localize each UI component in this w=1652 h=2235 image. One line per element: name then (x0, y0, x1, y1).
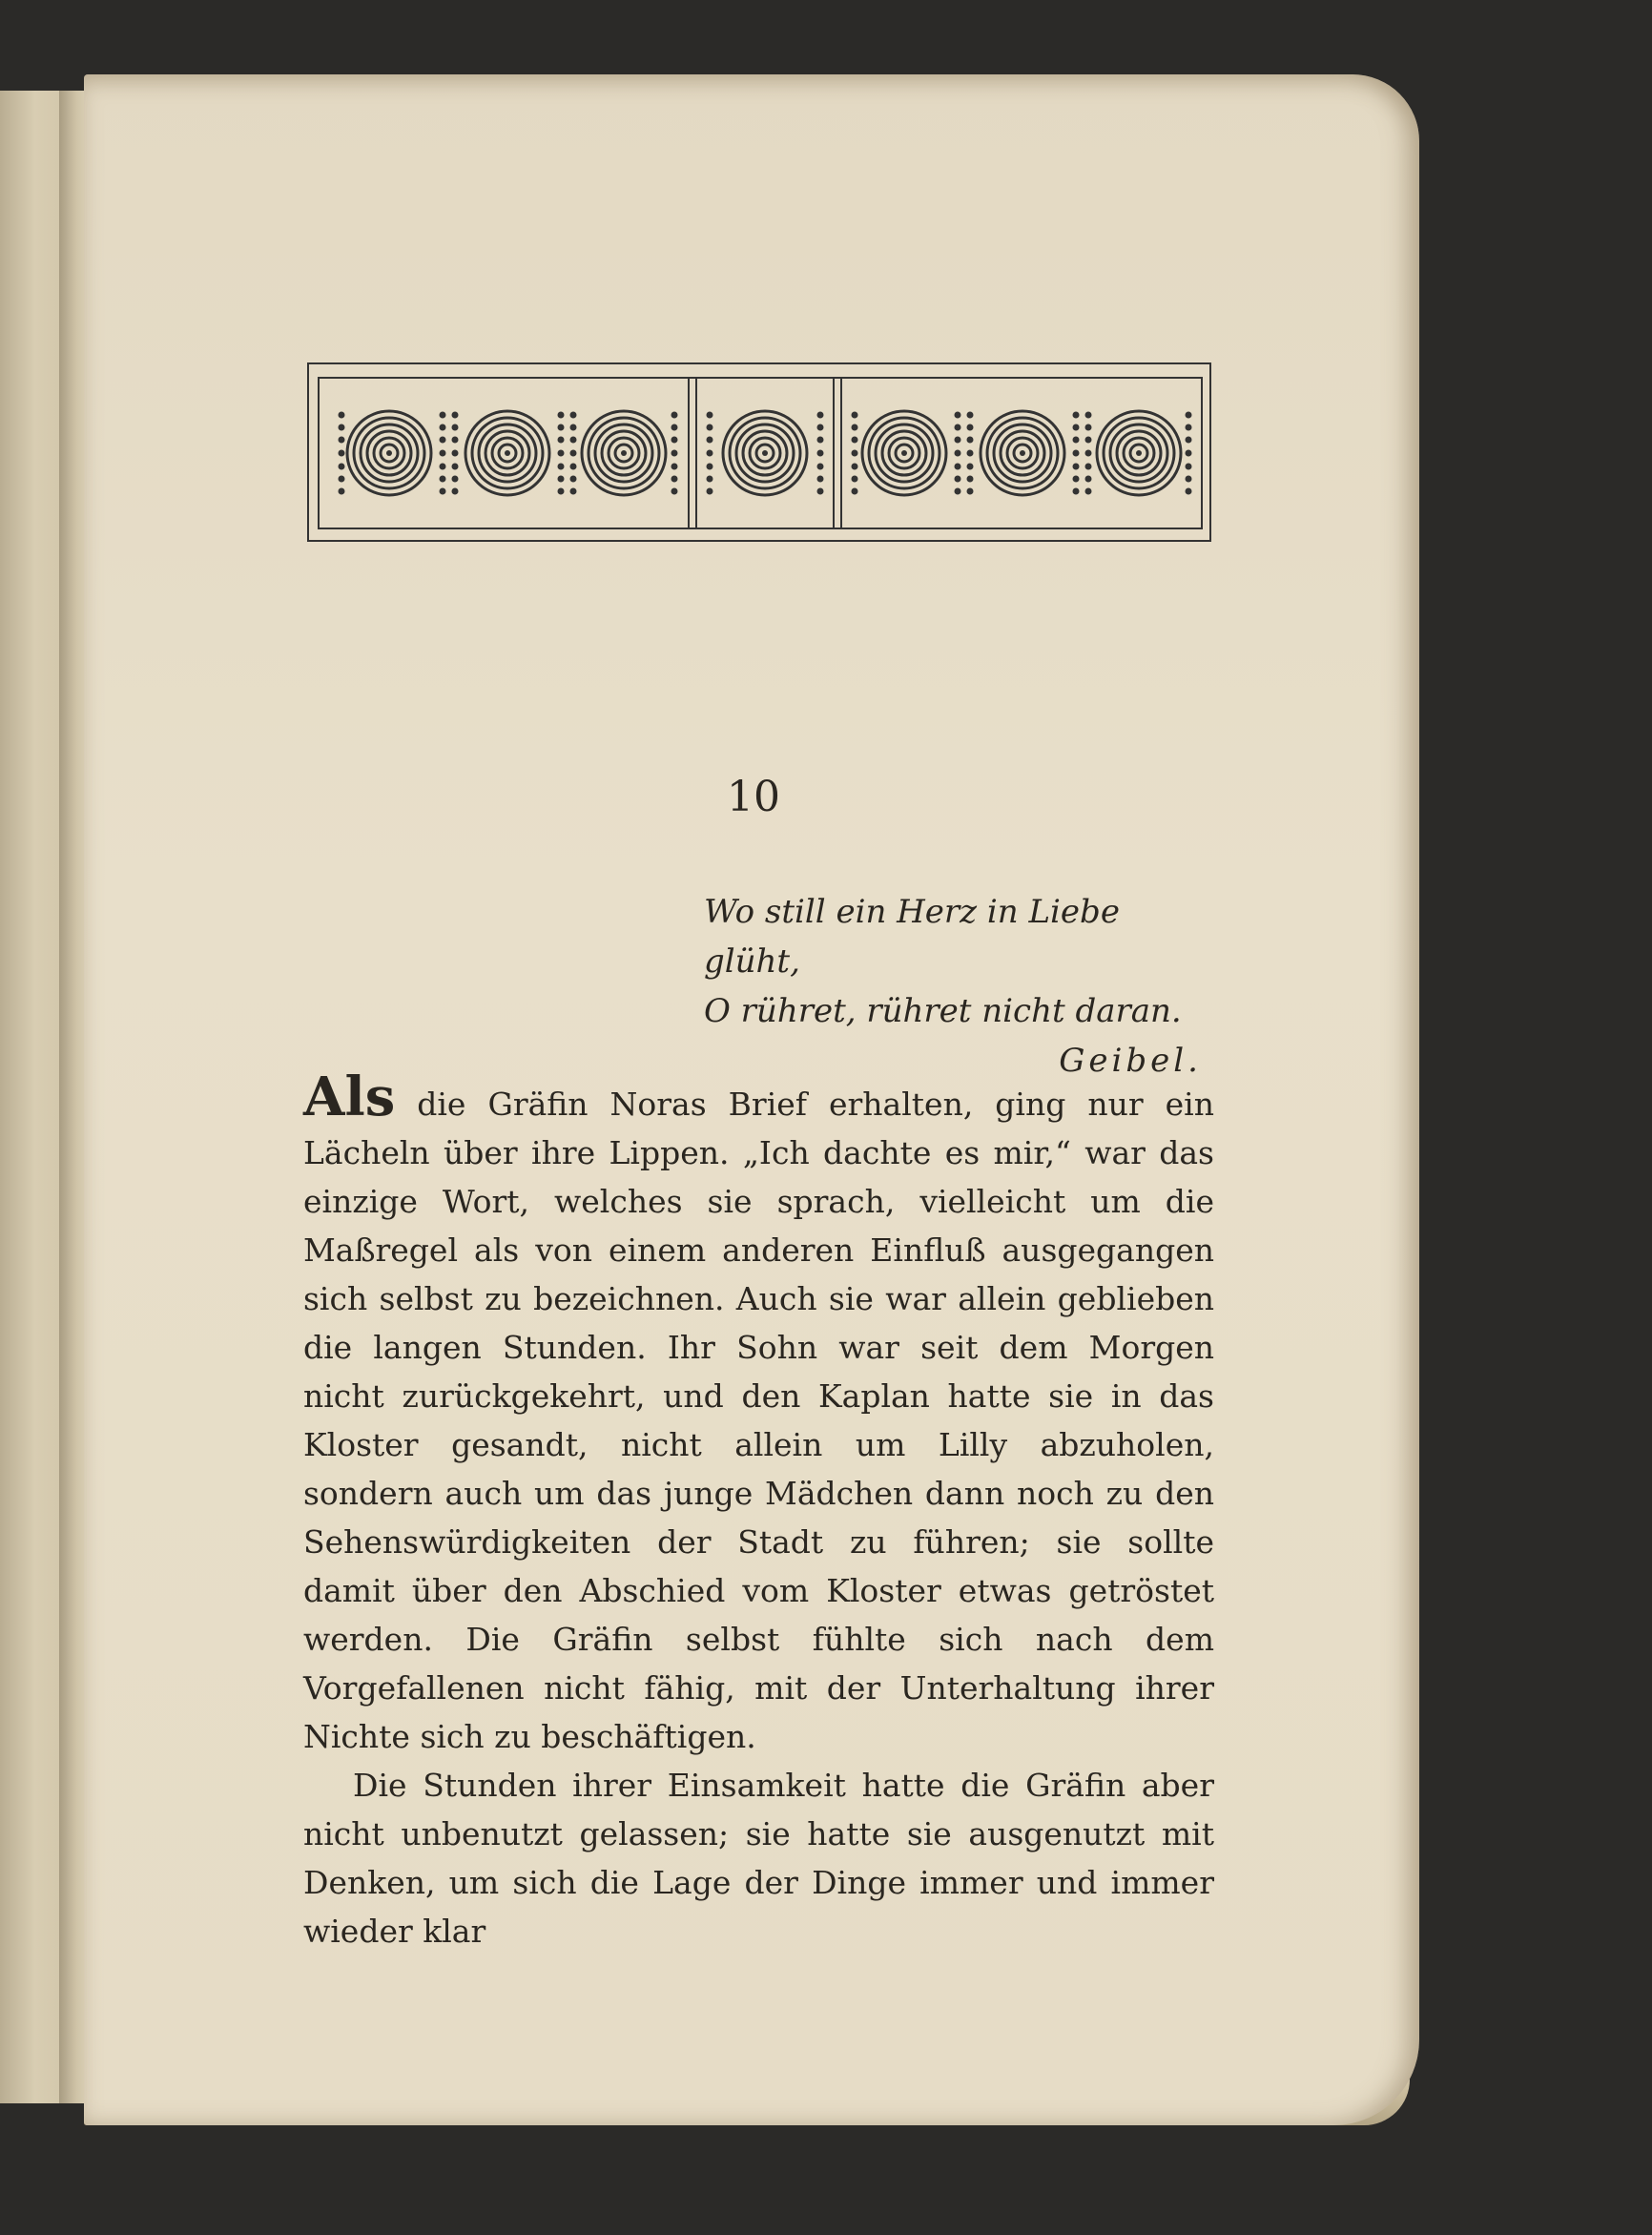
chapter-number: 10 (727, 773, 780, 821)
ornament-pattern (309, 364, 1213, 544)
epigraph-line: O rühret, rühret nicht daran. (704, 992, 1182, 1030)
epigraph-author: Geibel. (1059, 1042, 1202, 1080)
body-text (303, 1066, 1214, 1956)
epigraph-line: Wo still ein Herz in Liebe glüht, (704, 893, 1120, 981)
paragraph (303, 1066, 1214, 1761)
initial-word: Als (303, 1066, 396, 1128)
paragraph: Die Stunden ihrer Einsamkeit hatte die Gräfin aber nicht unbenutzt gelassen; sie hatte sie ausgenutzt mit Denken, um sich die Lage der Dinge immer und immer wieder klar (303, 1767, 1214, 1950)
chapter-ornament (307, 362, 1211, 542)
epigraph (704, 887, 1219, 1086)
paragraph-text: die Gräfin Noras Brief erhalten, ging nur ein Lächeln über ihre Lippen. „Ich dachte es mir,“ war das einzige Wort, welches sie sprach, vielleicht um die Maßregel als von einem anderen Einfluß ausgegangen sich selbst zu bezeichnen. Auch sie war allein geblieben die langen Stunden. Ihr Sohn war seit dem Morgen nicht zurückgekehrt, und den Kaplan hatte sie in das Kloster gesandt, nicht allein um Lilly abzuholen, sondern auch um das junge Mädchen dann noch zu den Sehenswürdigkeiten der Stadt zu führen; sie sollte damit über den Abschied vom Kloster etwas getröstet werden. Die Gräfin selbst fühlte sich nach dem Vorgefallenen nicht fähig, mit der Unterhaltung ihrer Nichte sich zu beschäftigen. (303, 1086, 1214, 1755)
